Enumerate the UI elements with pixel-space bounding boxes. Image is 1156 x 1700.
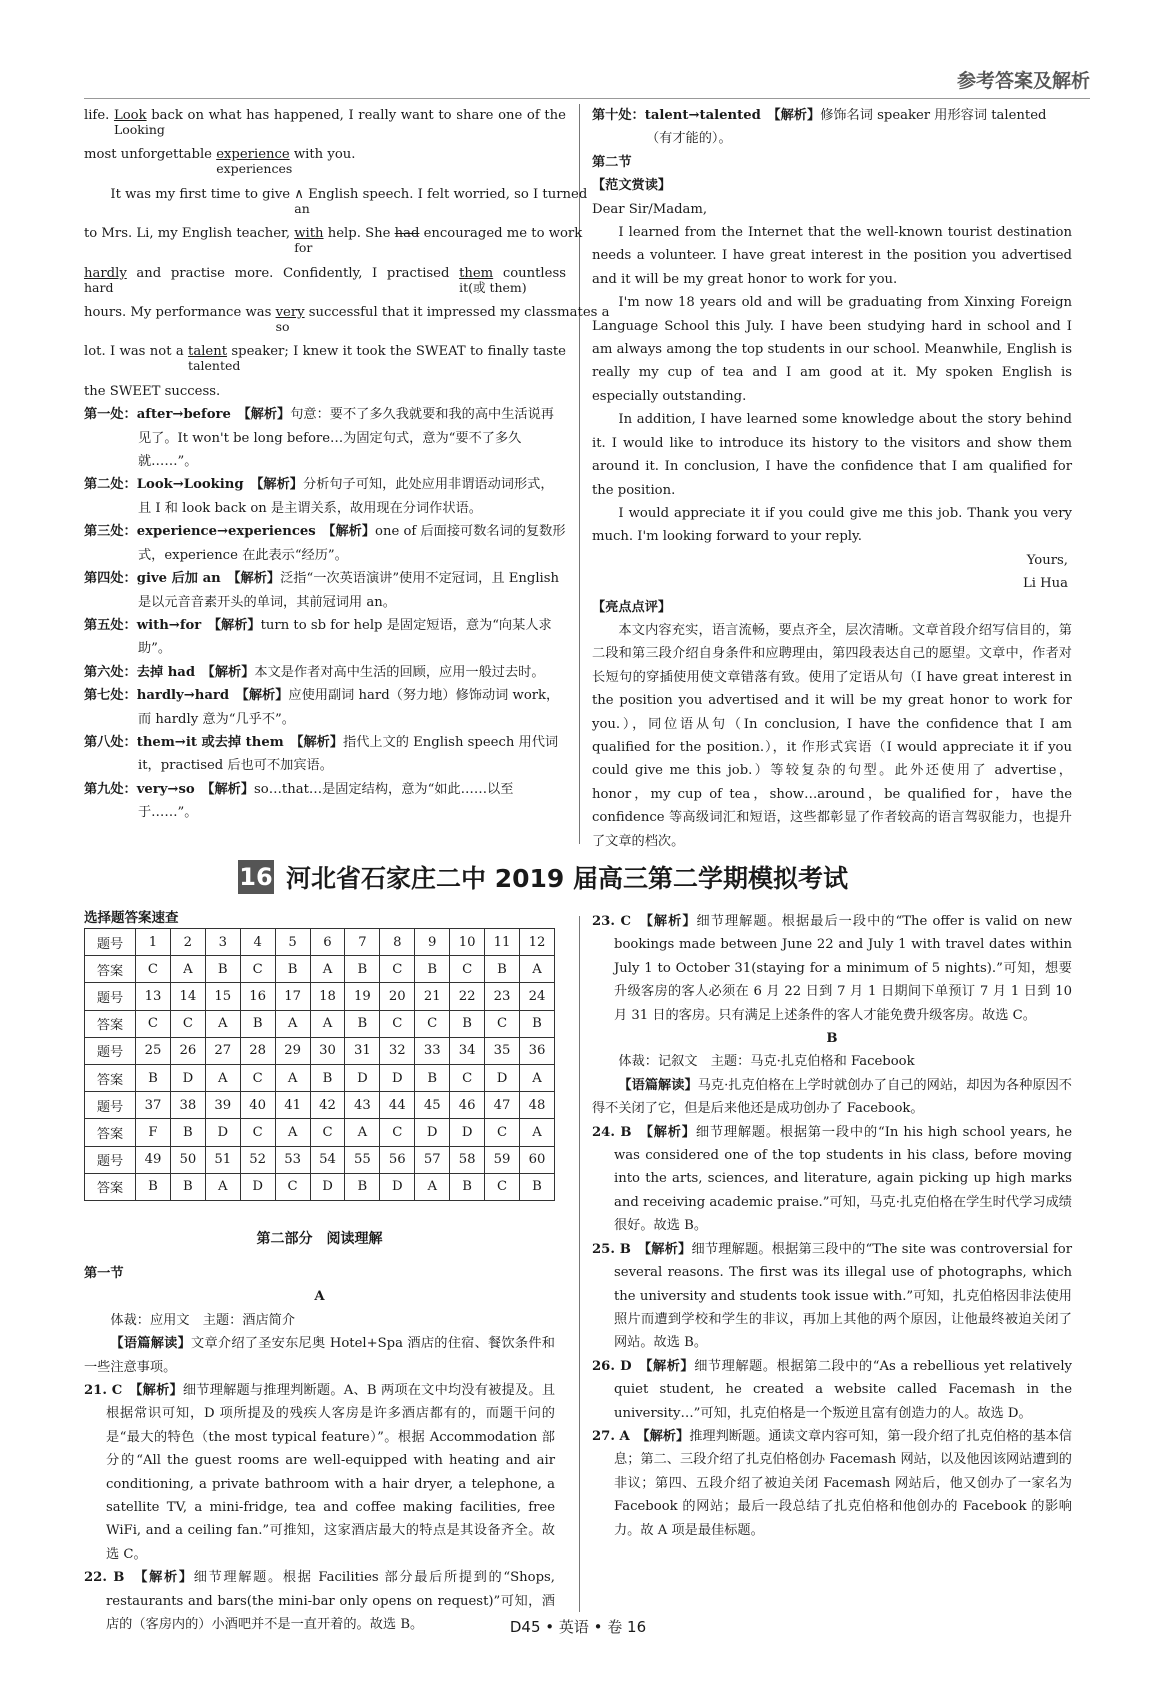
essay-line-8: the SWEET success. [84, 383, 221, 399]
essay-line-3: It was my first time to give ∧ an English speech. I felt worried, so I turned [110, 186, 588, 216]
question-number-cell: 56 [380, 1146, 415, 1173]
correction-3: 第三处：experience→experiences 【解析】one of 后面接可数名词的复数形式，experience 在此表示“经历”。 [84, 524, 566, 563]
answer-23: 23. C 【解析】细节理解题。根据最后一段中的“The offer is valid on new bookings made between June 22 and July 1 with travel dates within July 1 to October 31(staying for a minimum of 5 nights).”可知，想要升级客房的客人必须在 6 月 22 日到 7 月 1 日期间下单预订 7 月 1 日到 10 月 31 日的客房。只有满足上述条件的客人才能免费升级客房。故选 C。 [592, 914, 1073, 1023]
question-number-cell: 44 [380, 1092, 415, 1119]
row-label: 答案 [85, 1119, 136, 1146]
answer-cell: D [450, 1119, 485, 1146]
question-number-cell: 49 [136, 1146, 171, 1173]
passage-b-heading: B [826, 1031, 838, 1047]
question-number-row [85, 1146, 555, 1173]
question-number-cell: 42 [310, 1092, 345, 1119]
row-label: 答案 [85, 1173, 136, 1200]
column-divider-top [579, 104, 580, 844]
answer-cell: B [450, 1010, 485, 1037]
review-label: 【亮点点评】 [592, 599, 672, 615]
question-number-cell: 11 [485, 929, 520, 956]
answer-cell: B [136, 1064, 171, 1091]
question-number-cell: 12 [519, 929, 554, 956]
answer-cell: C [275, 1173, 310, 1200]
question-number-cell: 52 [240, 1146, 275, 1173]
sample-paragraph-2: I'm now 18 years old and will be graduating from Xinxing Foreign Language School this July. I have been studying hard in school and I am always among the top students in our school. Meanwhile, English is really my cup of tea and I am good at it. My spoken English is especially outstanding. [592, 295, 1072, 404]
left-column-bottom [84, 1262, 555, 1637]
answer-cell: D [415, 1119, 450, 1146]
answer-cell: D [485, 1064, 520, 1091]
answer-cell: A [205, 1173, 240, 1200]
correction-2: 第二处：Look→Looking 【解析】分析句子可知，此处应用非谓语动词形式，且 I 和 look back on 是主谓关系，故用现在分词作状语。 [84, 477, 554, 516]
essay-line-5: hardly hard and practise more. Confidently, I practised them it(或 them) countless [84, 265, 566, 295]
question-number-cell: 37 [136, 1092, 171, 1119]
question-number-cell: 19 [345, 983, 380, 1010]
question-number-cell: 54 [310, 1146, 345, 1173]
answer-cell: C [136, 956, 171, 983]
row-label: 题号 [85, 1092, 136, 1119]
passage-a-intro: 【语篇解读】文章介绍了圣安东尼奥 Hotel+Spa 酒店的住宿、餐饮条件和一些注意事项。 [84, 1336, 555, 1375]
question-number-cell: 9 [415, 929, 450, 956]
answer-cell: A [310, 956, 345, 983]
answer-cell: B [170, 1173, 205, 1200]
essay-line-4: to Mrs. Li, my English teacher, with for help. She had encouraged me to work [84, 226, 583, 256]
section-1-heading: 第一节 [84, 1266, 124, 1281]
correction-4: 第四处：give 后加 an 【解析】泛指“一次英语演讲”使用不定冠词，且 English 是以元音音素开头的单词，其前冠词用 an。 [84, 571, 560, 610]
question-number-cell: 25 [136, 1037, 171, 1064]
exam-number-badge: 16 [238, 860, 274, 894]
answer-cell: B [415, 1064, 450, 1091]
question-number-cell: 51 [205, 1146, 240, 1173]
sample-closing: Yours, [1026, 552, 1068, 568]
row-label: 答案 [85, 1010, 136, 1037]
answer-cell: C [136, 1010, 171, 1037]
answer-cell: A [205, 1010, 240, 1037]
answer-cell: D [380, 1064, 415, 1091]
essay-line-7: lot. I was not a talent talented speaker; I knew it took the SWEAT to finally taste [84, 344, 566, 374]
answer-cell: C [380, 1119, 415, 1146]
sample-essay-label: 【范文赏读】 [592, 178, 672, 194]
question-number-cell: 40 [240, 1092, 275, 1119]
sample-paragraph-1: I learned from the Internet that the well-known tourist destination needs a volunteer. I have great interest in the position you advertised and it will be my great honor to work for you. [592, 225, 1072, 287]
answer-cell: B [136, 1173, 171, 1200]
answer-table [84, 928, 555, 1201]
question-number-cell: 47 [485, 1092, 520, 1119]
question-number-cell: 46 [450, 1092, 485, 1119]
answer-cell: A [345, 1119, 380, 1146]
answer-cell: A [310, 1010, 345, 1037]
question-number-cell: 20 [380, 983, 415, 1010]
answer-cell: C [170, 1010, 205, 1037]
answer-cell: B [205, 956, 240, 983]
question-number-cell: 15 [205, 983, 240, 1010]
question-number-cell: 38 [170, 1092, 205, 1119]
correction-7: 第七处：hardly→hard 【解析】应使用副词 hard（努力地）修饰动词 work，而 hardly 意为“几乎不”。 [84, 688, 560, 727]
question-number-cell: 34 [450, 1037, 485, 1064]
answer-cell: C [240, 956, 275, 983]
question-number-cell: 36 [519, 1037, 554, 1064]
question-number-cell: 1 [136, 929, 171, 956]
question-number-cell: 27 [205, 1037, 240, 1064]
question-number-cell: 13 [136, 983, 171, 1010]
correction-6: 第六处：去掉 had 【解析】本文是作者对高中生活的回顾，应用一般过去时。 [84, 664, 545, 680]
right-column-top [592, 104, 1072, 853]
question-number-cell: 41 [275, 1092, 310, 1119]
row-label: 题号 [85, 929, 136, 956]
answer-cell: A [519, 956, 554, 983]
question-number-cell: 60 [519, 1146, 554, 1173]
question-number-cell: 5 [275, 929, 310, 956]
passage-a-heading: A [314, 1289, 325, 1305]
question-number-row [85, 1092, 555, 1119]
question-number-cell: 45 [415, 1092, 450, 1119]
answer-cell: B [345, 1010, 380, 1037]
row-label: 题号 [85, 983, 136, 1010]
answer-row [85, 1173, 555, 1200]
answer-cell: C [485, 1173, 520, 1200]
answer-cell: C [415, 1010, 450, 1037]
answer-cell: C [450, 956, 485, 983]
question-number-cell: 39 [205, 1092, 240, 1119]
answer-25: 25. B 【解析】细节理解题。根据第三段中的“The site was controversial for several reasons. The first was its illegal use of photographs, which the university and students took issue with.”可知，扎克伯格因非法使用照片而遭到学校和学生的非议，再加上其他的两个原因，让他最终被迫关闭了网站。故选 B。 [592, 1241, 1073, 1351]
question-number-cell: 57 [415, 1146, 450, 1173]
answer-cell: A [170, 956, 205, 983]
question-number-cell: 23 [485, 983, 520, 1010]
answer-cell: D [345, 1064, 380, 1091]
answer-21: 21. C 【解析】细节理解题与推理判断题。A、B 两项在文中均没有被提及。且根据常识可知，D 项所提及的残疾人客房是许多酒店都有的，而题干问的是“最大的特色（the most typical feature）”。根据 Accommodation 部分的“All the guest rooms are well-equipped with heating and air conditioning, a private bathroom with a hair dryer, a telephone, a satellite TV, a mini-fridge, tea and coffee making facilities, free WiFi, and a ceiling fan.”可推知，这家酒店最大的特点是其设备齐全。故选 C。 [84, 1383, 556, 1562]
question-number-cell: 2 [170, 929, 205, 956]
row-label: 题号 [85, 1146, 136, 1173]
running-header: 参考答案及解析 [956, 70, 1090, 92]
question-number-row [85, 983, 555, 1010]
question-number-cell: 59 [485, 1146, 520, 1173]
row-label: 题号 [85, 1037, 136, 1064]
answer-cell: C [450, 1064, 485, 1091]
answer-cell: A [519, 1064, 554, 1091]
essay-line-2: most unforgettable experience experiences with you. [84, 147, 356, 177]
question-number-cell: 58 [450, 1146, 485, 1173]
answer-cell: B [310, 1064, 345, 1091]
question-number-cell: 24 [519, 983, 554, 1010]
page-footer: D45 • 英语 • 卷 16 [509, 1618, 647, 1636]
passage-b-genre: 体裁：记叙文 主题：马克·扎克伯格和 Facebook [618, 1054, 915, 1070]
answer-row [85, 1119, 555, 1146]
question-number-cell: 8 [380, 929, 415, 956]
answer-cell: B [240, 1010, 275, 1037]
answer-row [85, 956, 555, 983]
answer-cell: A [205, 1064, 240, 1091]
answer-cell: B [450, 1173, 485, 1200]
question-number-cell: 30 [310, 1037, 345, 1064]
sample-paragraph-3: In addition, I have learned some knowledge about the story behind it. I would like to introduce its history to the visitors and show them around it. In conclusion, I have the confidence that I am qualified for the position. [592, 412, 1072, 498]
answer-cell: B [170, 1119, 205, 1146]
question-number-cell: 55 [345, 1146, 380, 1173]
question-number-row [85, 929, 555, 956]
answer-cell: D [310, 1173, 345, 1200]
answer-cell: C [485, 1010, 520, 1037]
answer-cell: A [275, 1119, 310, 1146]
answer-cell: B [519, 1173, 554, 1200]
question-number-cell: 17 [275, 983, 310, 1010]
answer-cell: B [275, 956, 310, 983]
reading-part-title: 第二部分 阅读理解 [256, 1231, 383, 1247]
answer-cell: A [519, 1119, 554, 1146]
essay-line-6: hours. My performance was very so successful that it impressed my classmates a [84, 305, 610, 335]
answer-cell: F [136, 1119, 171, 1146]
question-number-cell: 7 [345, 929, 380, 956]
answer-cell: A [415, 1173, 450, 1200]
question-number-cell: 43 [345, 1092, 380, 1119]
correction-5: 第五处：with→for 【解析】turn to sb for help 是固定短语，意为“向某人求助”。 [84, 617, 552, 657]
answer-27: 27. A 【解析】推理判断题。通读文章内容可知，第一段介绍了扎克伯格的基本信息；第二、三段介绍了扎克伯格创办 Facemash 网站，以及他因该网站遭到的非议；第四、五段介绍了被迫关闭 Facemash 网站后，他又创办了一家名为 Facebook 的网站；最后一段总结了扎克伯格和他创办的 Facebook 的影响力。故 A 项是最佳标题。 [592, 1428, 1072, 1538]
question-number-cell: 48 [519, 1092, 554, 1119]
sample-salutation: Dear Sir/Madam, [592, 201, 708, 217]
answer-cell: A [275, 1010, 310, 1037]
answer-cell: B [345, 956, 380, 983]
exam-title [238, 860, 848, 894]
answer-22: 22. B 【解析】细节理解题。根据 Facilities 部分最后所提到的“Shops, restaurants and bars(the mini-bar only opens on request)”可知，酒店的（客房内的）小酒吧并不是一直开着的。故选 B。 [84, 1570, 555, 1633]
correction-9: 第九处：very→so 【解析】so…that…是固定结构，意为“如此……以至于……”。 [84, 781, 514, 821]
question-number-cell: 10 [450, 929, 485, 956]
question-number-cell: 21 [415, 983, 450, 1010]
question-number-cell: 6 [310, 929, 345, 956]
sample-signature: Li Hua [1022, 576, 1068, 592]
answer-cell: B [519, 1010, 554, 1037]
answer-26: 26. D 【解析】细节理解题。根据第二段中的“As a rebellious yet relatively quiet student, he created a website called Facemash in the university…”可知，扎克伯格是一个叛逆且富有创造力的人。故选 D。 [592, 1358, 1073, 1421]
question-number-cell: 29 [275, 1037, 310, 1064]
answer-cell: B [485, 956, 520, 983]
answer-cell: D [380, 1173, 415, 1200]
right-column-bottom [592, 910, 1072, 1542]
section-2-heading: 第二节 [592, 154, 632, 170]
answer-table-caption: 选择题答案速查 [84, 910, 179, 926]
answer-cell: B [415, 956, 450, 983]
question-number-cell: 28 [240, 1037, 275, 1064]
header-rule [84, 98, 1090, 99]
left-column-top [84, 104, 610, 825]
question-number-cell: 4 [240, 929, 275, 956]
question-number-cell: 22 [450, 983, 485, 1010]
essay-line-1: life. Look Looking back on what has happened, I really want to share one of the [84, 108, 566, 137]
answer-cell: C [380, 1010, 415, 1037]
answer-cell: A [275, 1064, 310, 1091]
answer-row [85, 1064, 555, 1091]
question-number-row [85, 1037, 555, 1064]
passage-a-genre: 体裁：应用文 主题：酒店简介 [110, 1312, 296, 1328]
review-text: 本文内容充实，语言流畅，要点齐全，层次清晰。文章首段介绍写信目的，第二段和第三段介绍自身条件和应聘理由，第四段表达自己的愿望。文章中，作者对长短句的穿插使用使文章错落有致。使用了定语从句（I have great interest in the position you advertised and it will be my great honor to work for you.），同位语从句（In conclusion, I have the confidence that I am qualified for the position.），it 作形式宾语（I would appreciate it if you could give me this job.）等较复杂的句型。此外还使用了 advertise，honor，my cup of tea，show…around，be qualified for，have the confidence 等高级词汇和短语，这些都彰显了作者较高的语言驾驭能力，也提升了文章的档次。 [592, 622, 1072, 849]
question-number-cell: 14 [170, 983, 205, 1010]
answer-cell: C [380, 956, 415, 983]
question-number-cell: 31 [345, 1037, 380, 1064]
question-number-cell: 26 [170, 1037, 205, 1064]
correction-1: 第一处：after→before 【解析】句意：要不了多久我就要和我的高中生活说再见了。It won't be long before…为固定句式，意为“要不了多久就……”。 [84, 407, 554, 470]
answer-cell: B [345, 1173, 380, 1200]
answer-cell: D [170, 1064, 205, 1091]
column-divider-bottom [579, 916, 580, 1612]
answer-cell: C [310, 1119, 345, 1146]
answer-24: 24. B 【解析】细节理解题。根据第一段中的“In his high school years, he was considered one of the top students in his class, before moving into the arts, sciences, and literature, again picking up high marks and receiving academic praise.”可知，马克·扎克伯格在学生时代学习成绩很好。故选 B。 [592, 1124, 1073, 1234]
sample-paragraph-4: I would appreciate it if you could give me this job. Thank you very much. I'm looking forward to your reply. [592, 505, 1072, 545]
answer-cell: C [240, 1064, 275, 1091]
exam-title-text: 河北省石家庄二中 2019 届高三第二学期模拟考试 [286, 864, 848, 893]
answer-cell: C [240, 1119, 275, 1146]
question-number-cell: 50 [170, 1146, 205, 1173]
answer-cell: C [485, 1119, 520, 1146]
question-number-cell: 53 [275, 1146, 310, 1173]
correction-10: 第十处：talent→talented 【解析】修饰名词 speaker 用形容词 talented（有才能的）。 [592, 108, 1047, 147]
row-label: 答案 [85, 956, 136, 983]
question-number-cell: 16 [240, 983, 275, 1010]
answer-cell: D [205, 1119, 240, 1146]
correction-8: 第八处：them→it 或去掉 them 【解析】指代上文的 English speech 用代词 it，practised 后也可不加宾语。 [84, 734, 559, 774]
question-number-cell: 35 [485, 1037, 520, 1064]
question-number-cell: 33 [415, 1037, 450, 1064]
row-label: 答案 [85, 1064, 136, 1091]
passage-b-intro: 【语篇解读】马克·扎克伯格在上学时就创办了自己的网站，却因为各种原因不得不关闭了它，但是后来他还是成功创办了 Facebook。 [592, 1077, 1072, 1117]
question-number-cell: 3 [205, 929, 240, 956]
question-number-cell: 18 [310, 983, 345, 1010]
answer-cell: D [240, 1173, 275, 1200]
question-number-cell: 32 [380, 1037, 415, 1064]
answer-row [85, 1010, 555, 1037]
